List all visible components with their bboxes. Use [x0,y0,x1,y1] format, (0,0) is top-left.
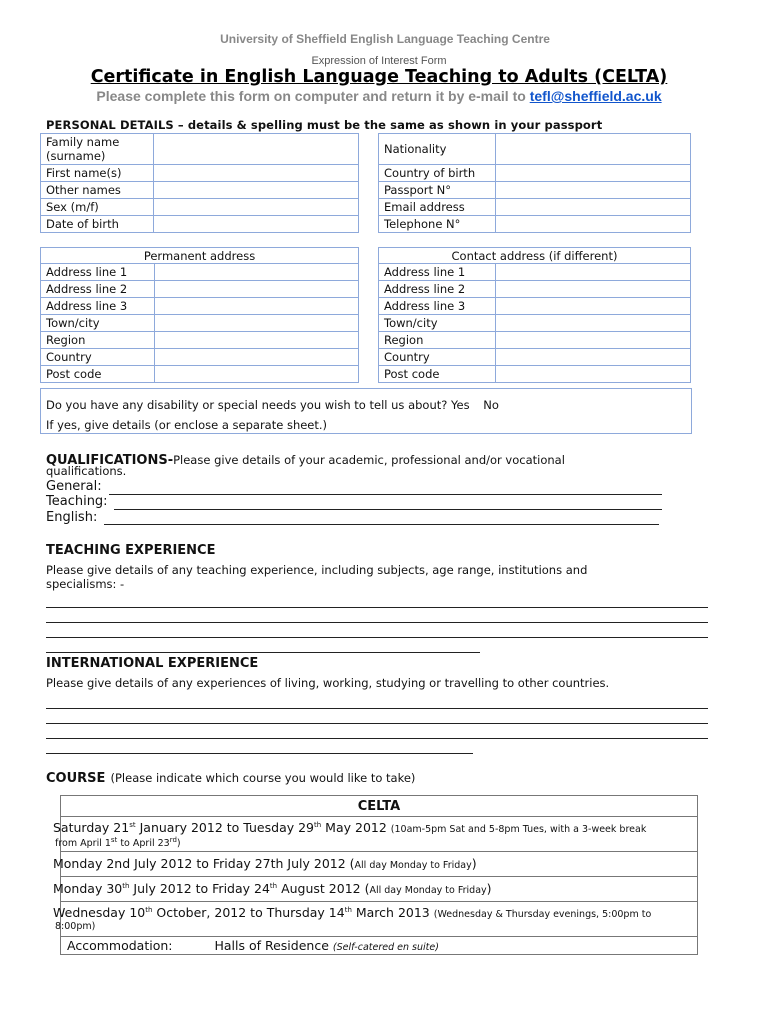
teaching-line-1[interactable] [46,607,708,608]
email-link[interactable]: tefl@sheffield.ac.uk [529,88,662,104]
institution-name: University of Sheffield English Language Teaching Centre [220,32,550,46]
course-option-3[interactable] [53,877,698,902]
country-of-birth-field[interactable] [496,165,691,182]
course-option-3-text: Monday 30th July 2012 to Friday 24th August 2012 (All day Monday to Friday) [53,881,492,896]
cont-town-label: Town/city [379,315,496,332]
perm-postcode-field[interactable] [155,366,359,383]
international-heading: INTERNATIONAL EXPERIENCE [46,656,259,671]
cont-region-field[interactable] [496,332,691,349]
family-name-label: Family name (surname) [41,134,154,165]
course-option-1[interactable] [53,817,698,852]
course-option-2-text: Monday 2nd July 2012 to Friday 27th July 2012 (All day Monday to Friday) [53,856,477,871]
qualifications-prompt: Please give details of your academic, professional and/or vocational [173,453,565,467]
personal-right-table [378,133,691,233]
disability-box [40,388,692,434]
family-name-field[interactable] [154,134,359,165]
teaching-line[interactable] [114,509,662,510]
international-line-3[interactable] [46,738,708,739]
international-line-1[interactable] [46,708,708,709]
course-table-title: CELTA [61,796,698,817]
sex-field[interactable] [154,199,359,216]
course-option-1-text: Saturday 21st January 2012 to Tuesday 29th May 2012 (10am-5pm Sat and 5-8pm Tues, with a 3-week break [53,820,647,835]
teaching-line-4[interactable] [46,652,480,653]
qualifications-prompt-2: qualifications. [46,464,127,478]
email-label: Email address [379,199,496,216]
perm-line1-field[interactable] [155,264,359,281]
general-line[interactable] [109,494,662,495]
other-names-label: Other names [41,182,154,199]
dob-field[interactable] [154,216,359,233]
cont-postcode-field[interactable] [496,366,691,383]
english-label: English: [46,510,98,525]
course-heading: COURSE [46,771,106,786]
other-names-field[interactable] [154,182,359,199]
perm-line3-label: Address line 3 [41,298,155,315]
perm-line3-field[interactable] [155,298,359,315]
course-option-2[interactable] [53,852,698,877]
teaching-experience-heading: TEACHING EXPERIENCE [46,543,216,558]
teaching-line-3[interactable] [46,637,708,638]
accommodation-value: Halls of Residence [214,938,329,953]
perm-country-field[interactable] [155,349,359,366]
cont-line1-label: Address line 1 [379,264,496,281]
cont-town-field[interactable] [496,315,691,332]
personal-left-table [40,133,359,233]
accommodation-label: Accommodation: [67,938,173,953]
cont-line2-label: Address line 2 [379,281,496,298]
accommodation-note: (Self-catered en suite) [332,942,439,953]
form-type: Expression of Interest Form [311,55,447,67]
perm-line1-label: Address line 1 [41,264,155,281]
english-line[interactable] [104,524,659,525]
instruction-text: Please complete this form on computer and return it by e-mail to [96,88,526,104]
accommodation-text [67,938,439,953]
telephone-field[interactable] [496,216,691,233]
teaching-experience-prompt-2: specialisms: - [46,577,125,591]
cont-line2-field[interactable] [496,281,691,298]
international-line-2[interactable] [46,723,708,724]
cont-line3-field[interactable] [496,298,691,315]
perm-town-field[interactable] [155,315,359,332]
page-title: Certificate in English Language Teaching to Adults (CELTA) [90,67,668,87]
course-option-1-note: from April 1st to April 23rd) [55,836,181,850]
qualifications-heading: QUALIFICATIONS- [46,453,174,468]
cont-line3-label: Address line 3 [379,298,496,315]
cont-country-field[interactable] [496,349,691,366]
international-prompt: Please give details of any experiences of living, working, studying or travelling to other countries. [46,676,610,690]
perm-country-label: Country [41,349,155,366]
course-row [46,767,415,786]
course-table [53,795,698,955]
cont-line1-field[interactable] [496,264,691,281]
passport-field[interactable] [496,182,691,199]
sex-label: Sex (m/f) [41,199,154,216]
disability-question: Do you have any disability or special needs you wish to tell us about? [46,398,448,412]
email-field[interactable] [496,199,691,216]
disability-question-row [46,398,499,412]
perm-postcode-label: Post code [41,366,155,383]
passport-label: Passport N° [379,182,496,199]
personal-details-heading: PERSONAL DETAILS – details & spelling must be the same as shown in your passport [46,118,603,132]
course-option-4-text: Wednesday 10th October, 2012 to Thursday 14th March 2013 (Wednesday & Thursday evenings, 5:00pm to [53,905,652,920]
teaching-line-2[interactable] [46,622,708,623]
international-line-4[interactable] [46,753,473,754]
permanent-address-table [40,247,359,383]
nationality-field[interactable] [496,134,691,165]
contact-address-table [378,247,691,383]
perm-region-label: Region [41,332,155,349]
contact-address-heading: Contact address (if different) [379,248,691,264]
first-name-label: First name(s) [41,165,154,182]
teaching-label: Teaching: [46,494,108,509]
disability-no-option[interactable]: No [483,398,499,412]
perm-line2-label: Address line 2 [41,281,155,298]
teaching-experience-prompt: Please give details of any teaching experience, including subjects, age range, institutions and [46,563,588,577]
perm-town-label: Town/city [41,315,155,332]
disability-yes-option[interactable]: Yes [451,398,470,412]
course-option-4-note: 8:00pm) [55,921,96,932]
dob-label: Date of birth [41,216,154,233]
first-name-field[interactable] [154,165,359,182]
cont-postcode-label: Post code [379,366,496,383]
perm-line2-field[interactable] [155,281,359,298]
perm-region-field[interactable] [155,332,359,349]
disability-details[interactable]: If yes, give details (or enclose a separate sheet.) [46,418,328,432]
course-option-4[interactable] [53,902,698,937]
telephone-label: Telephone N° [379,216,496,233]
cont-country-label: Country [379,349,496,366]
country-of-birth-label: Country of birth [379,165,496,182]
accommodation-row[interactable] [61,937,698,955]
cont-region-label: Region [379,332,496,349]
course-prompt: (Please indicate which course you would like to take) [110,771,416,785]
general-label: General: [46,479,102,494]
permanent-address-heading: Permanent address [41,248,359,264]
instruction-line [0,88,758,104]
nationality-label: Nationality [379,134,496,165]
